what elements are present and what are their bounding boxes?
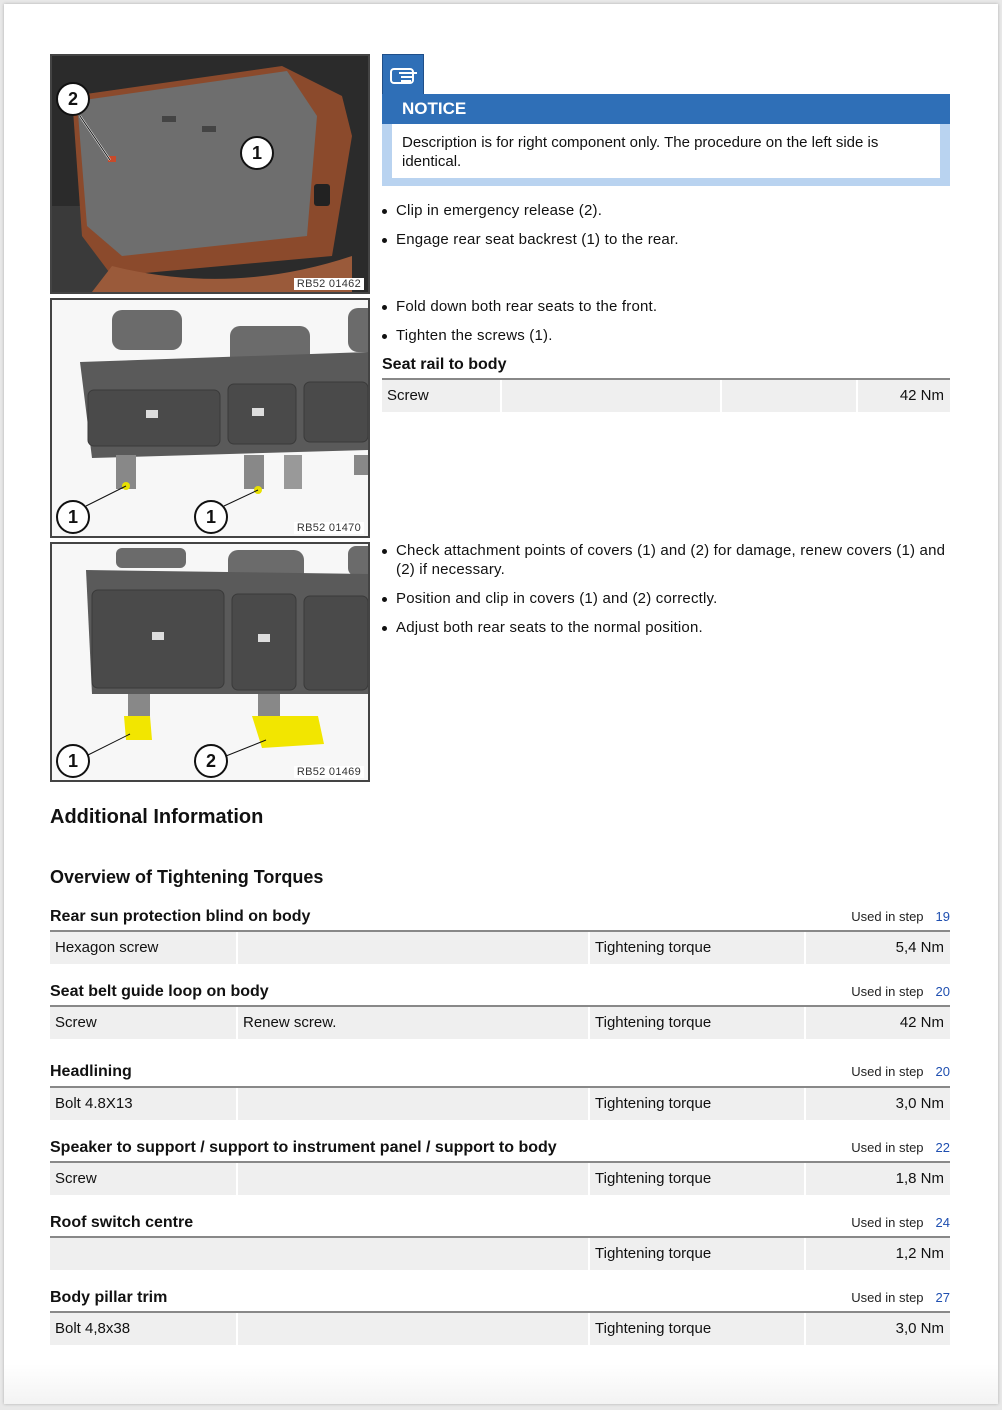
step-item: Adjust both rear seats to the normal position. bbox=[382, 618, 952, 637]
table-row bbox=[382, 380, 950, 412]
item-cell: Screw bbox=[382, 380, 500, 412]
step-link[interactable]: 24 bbox=[935, 1215, 950, 1230]
section-title: Seat belt guide loop on body bbox=[50, 983, 269, 1000]
used-in-step bbox=[851, 1290, 950, 1305]
callout-2: 2 bbox=[56, 82, 90, 116]
value-cell: 3,0 Nm bbox=[806, 1088, 950, 1120]
figure-rear-seat-release bbox=[50, 54, 370, 294]
table-row bbox=[50, 1007, 950, 1039]
section-title: Roof switch centre bbox=[50, 1214, 194, 1231]
table-row bbox=[50, 1088, 950, 1120]
table-row bbox=[50, 1163, 950, 1195]
used-in-step-label: Used in step bbox=[851, 1140, 924, 1155]
step-link[interactable]: 22 bbox=[935, 1140, 950, 1155]
section-title: Speaker to support / support to instrument panel / support to body bbox=[50, 1139, 557, 1156]
notice-title: NOTICE bbox=[382, 94, 950, 124]
note-cell bbox=[238, 1313, 588, 1345]
item-cell: Hexagon screw bbox=[50, 932, 236, 964]
used-in-step-label: Used in step bbox=[851, 984, 924, 999]
step-list-2 bbox=[382, 297, 952, 355]
value-cell: 1,8 Nm bbox=[806, 1163, 950, 1195]
step-link[interactable]: 27 bbox=[935, 1290, 950, 1305]
callout-1: 1 bbox=[56, 744, 90, 778]
item-cell: Screw bbox=[50, 1163, 236, 1195]
used-in-step bbox=[851, 909, 950, 924]
torque-label-cell: Tightening torque bbox=[590, 1163, 804, 1195]
used-in-step bbox=[851, 1140, 950, 1155]
callout-1: 1 bbox=[56, 500, 90, 534]
step-item: Tighten the screws (1). bbox=[382, 326, 952, 345]
section-title: Headlining bbox=[50, 1063, 132, 1080]
value-cell: 42 Nm bbox=[858, 380, 950, 412]
additional-info-heading: Additional Information bbox=[50, 806, 264, 828]
used-in-step-label: Used in step bbox=[851, 1215, 924, 1230]
value-cell: 1,2 Nm bbox=[806, 1238, 950, 1270]
note-cell: Renew screw. bbox=[238, 1007, 588, 1039]
used-in-step-label: Used in step bbox=[851, 1290, 924, 1305]
used-in-step bbox=[851, 1215, 950, 1230]
step-item: Position and clip in covers (1) and (2) correctly. bbox=[382, 589, 952, 608]
value-cell: 42 Nm bbox=[806, 1007, 950, 1039]
notice-box bbox=[382, 94, 950, 186]
notice-text: Description is for right component only. The procedure on the left side is identical. bbox=[392, 124, 940, 178]
item-cell bbox=[50, 1238, 588, 1270]
step-link[interactable]: 20 bbox=[935, 1064, 950, 1079]
section-title: Rear sun protection blind on body bbox=[50, 908, 311, 925]
value-cell: 3,0 Nm bbox=[806, 1313, 950, 1345]
callout-1: 1 bbox=[240, 136, 274, 170]
figure-code: RB52 01470 bbox=[294, 522, 364, 534]
used-in-step bbox=[851, 984, 950, 999]
note-cell bbox=[238, 1088, 588, 1120]
value-cell: 5,4 Nm bbox=[806, 932, 950, 964]
step-item: Clip in emergency release (2). bbox=[382, 201, 952, 220]
step-list-1 bbox=[382, 201, 952, 259]
torque-label-cell: Tightening torque bbox=[590, 1007, 804, 1039]
page-bottom-shade bbox=[4, 1364, 998, 1404]
step-link[interactable]: 20 bbox=[935, 984, 950, 999]
table-row bbox=[50, 1238, 950, 1270]
step-list-3 bbox=[382, 541, 952, 647]
callout-2: 2 bbox=[194, 744, 228, 778]
section-title: Body pillar trim bbox=[50, 1289, 168, 1306]
step-link[interactable]: 19 bbox=[935, 909, 950, 924]
callout-1: 1 bbox=[194, 500, 228, 534]
empty-cell bbox=[722, 380, 856, 412]
empty-cell bbox=[502, 380, 720, 412]
torque-label-cell: Tightening torque bbox=[590, 1238, 804, 1270]
item-cell: Bolt 4,8x38 bbox=[50, 1313, 236, 1345]
item-cell: Bolt 4.8X13 bbox=[50, 1088, 236, 1120]
step-item: Check attachment points of covers (1) and (2) for damage, renew covers (1) and (2) if necessary. bbox=[382, 541, 952, 579]
figure-code: RB52 01462 bbox=[294, 278, 364, 290]
seat-rail-title: Seat rail to body bbox=[382, 356, 507, 373]
used-in-step bbox=[851, 1064, 950, 1079]
used-in-step-label: Used in step bbox=[851, 1064, 924, 1079]
seat-photo-illustration bbox=[52, 56, 368, 292]
overview-heading: Overview of Tightening Torques bbox=[50, 867, 324, 887]
figure-seat-rail-screws bbox=[50, 298, 370, 538]
used-in-step-label: Used in step bbox=[851, 909, 924, 924]
table-row bbox=[50, 932, 950, 964]
table-row bbox=[50, 1313, 950, 1345]
figure-covers bbox=[50, 542, 370, 782]
step-item: Fold down both rear seats to the front. bbox=[382, 297, 952, 316]
step-item: Engage rear seat backrest (1) to the rear. bbox=[382, 230, 952, 249]
item-cell: Screw bbox=[50, 1007, 236, 1039]
note-cell bbox=[238, 1163, 588, 1195]
torque-label-cell: Tightening torque bbox=[590, 932, 804, 964]
note-cell bbox=[238, 932, 588, 964]
document-page bbox=[4, 4, 998, 1404]
torque-label-cell: Tightening torque bbox=[590, 1313, 804, 1345]
figure-code: RB52 01469 bbox=[294, 766, 364, 778]
pointing-hand-icon bbox=[382, 54, 424, 96]
torque-label-cell: Tightening torque bbox=[590, 1088, 804, 1120]
